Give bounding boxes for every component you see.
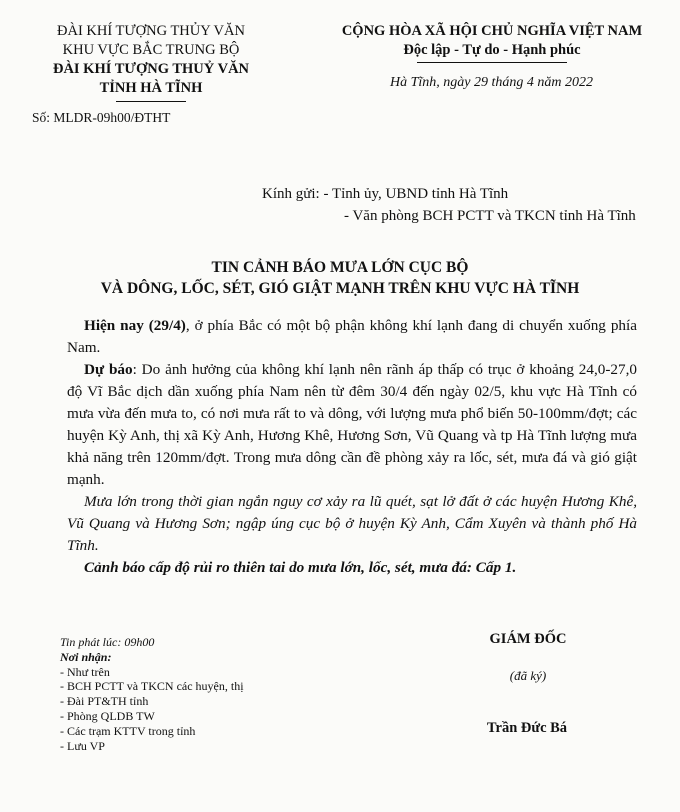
document-number: Số: MLDR-09h00/ĐTHT — [32, 110, 171, 125]
agency-divider — [116, 101, 186, 102]
nation-name: CỘNG HÒA XÃ HỘI CHỦ NGHĨA VIỆT NAM — [341, 23, 643, 39]
recipients-block — [262, 183, 636, 227]
list-item: - BCH PCTT và TKCN các huyện, thị — [60, 679, 244, 694]
date-line: Hà Tĩnh, ngày 29 tháng 4 năm 2022 — [390, 75, 593, 90]
agency-name-line2: KHU VỰC BẮC TRUNG BỘ — [62, 42, 240, 58]
issued-time: Tin phát lúc: 09h00 — [60, 635, 155, 649]
forecast-text: : Do ảnh hưởng của không khí lạnh nên rãnh áp thấp có trục ở khoảng 24,0-27,0 độ Vĩ Bắc dịch dần xuống phía Nam nên từ đêm 30/4 đến ngày 02/5, khu vực Hà Tĩnh có mưa vừa đến mưa to, có nơi mưa rất to và dông, với lượng mưa phổ biến 50-100mm/đợt; các huyện Kỳ Anh, thị xã Kỳ Anh, Hương Khê, Hương Sơn, Vũ Quang và tp Hà Tĩnh lượng mưa khả năng trên 120mm/đợt. Trong mưa dông cần đề phòng xảy ra lốc, sét, mưa đá và gió giật mạnh. — [67, 361, 637, 488]
list-item: - Như trên — [60, 664, 110, 679]
paragraph-warning-level: Cảnh báo cấp độ rủi ro thiên tai do mưa lớn, lốc, sét, mưa đá: Cấp 1. — [84, 559, 517, 576]
list-item: - Lưu VP — [60, 738, 105, 753]
title-line-1: TIN CẢNH BÁO MƯA LỚN CỤC BỘ — [211, 259, 469, 276]
recipient-line-2: - Văn phòng BCH PCTT và TKCN tỉnh Hà Tĩnh — [344, 208, 636, 224]
list-item: - Các trạm KTTV trong tỉnh — [60, 723, 196, 738]
nation-header — [318, 22, 666, 65]
agency-header — [20, 22, 282, 127]
current-situation-lead: Hiện nay (29/4) — [84, 317, 186, 334]
document-title — [20, 257, 660, 299]
motto-divider — [417, 62, 567, 63]
recipients-title: Nơi nhận: — [60, 649, 112, 664]
signer-name: Trần Đức Bá — [486, 720, 568, 736]
forecast-lead: Dự báo — [84, 361, 133, 378]
signer-title: GIÁM ĐỐC — [489, 631, 567, 647]
current-situation-text: , ở phía Bắc có một bộ phận không khí lạnh đang di chuyển xuống phía Nam. — [67, 317, 637, 356]
document-body — [67, 315, 637, 579]
paragraph-risk: Mưa lớn trong thời gian ngắn nguy cơ xảy ra lũ quét, sạt lở đất ở các huyện Hương Khê, Vũ Quang và Hương Sơn; ngập úng cục bộ ở huyện Kỳ Anh, Cẩm Xuyên và thành phố Hà Tĩnh. — [67, 493, 637, 554]
signed-note: (đã ký) — [509, 668, 547, 683]
agency-name-line1: ĐÀI KHÍ TƯỢNG THỦY VĂN — [57, 23, 245, 39]
paragraph-forecast — [67, 359, 637, 491]
list-item: - Đài PT&TH tỉnh — [60, 694, 149, 709]
agency-name-line3: ĐÀI KHÍ TƯỢNG THUỶ VĂN — [52, 61, 250, 77]
list-item: - Phòng QLDB TW — [60, 708, 155, 723]
title-line-2: VÀ DÔNG, LỐC, SÉT, GIÓ GIẬT MẠNH TRÊN KHU VỰC HÀ TĨNH — [100, 280, 580, 297]
recipient-line-1: Kính gửi: - Tỉnh ủy, UBND tỉnh Hà Tĩnh — [262, 186, 509, 202]
footer-recipients — [60, 635, 244, 753]
agency-name-line4: TỈNH HÀ TĨNH — [99, 80, 203, 96]
nation-motto: Độc lập - Tự do - Hạnh phúc — [403, 42, 581, 58]
paragraph-current-situation — [67, 315, 637, 359]
